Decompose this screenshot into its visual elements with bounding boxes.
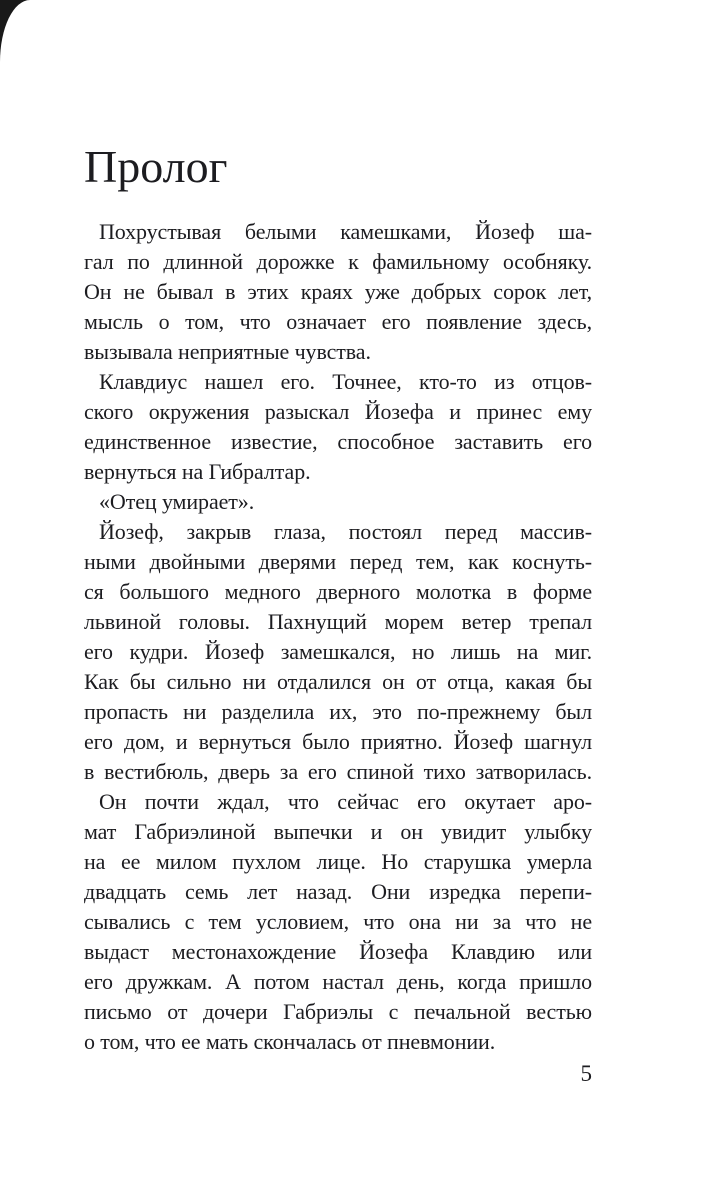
text-line: единственное известие, способное заставить его: [84, 429, 592, 454]
text-line: мысль о том, что означает его появление здесь,: [84, 309, 592, 334]
text-line: Йозеф, закрыв глаза, постоял перед массив-: [99, 519, 592, 544]
paragraph: [84, 217, 592, 367]
text-line: ского окружения разыскал Йозефа и принес ему: [84, 399, 592, 424]
text-line: на ее милом пухлом лице. Но старушка умерла: [84, 849, 592, 874]
text-line: его кудри. Йозеф замешкался, но лишь на миг.: [84, 639, 592, 664]
paragraph: [84, 787, 592, 1057]
text-line: сывались с тем условием, что она ни за что не: [84, 909, 592, 934]
text-line: гал по длинной дорожке к фамильному особняку.: [84, 249, 592, 274]
text-line: выдаст местонахождение Йозефа Клавдию или: [84, 939, 592, 964]
text-line: в вестибюль, дверь за его спиной тихо затворилась.: [84, 759, 592, 784]
text-line: Он почти ждал, что сейчас его окутает аро-: [99, 789, 592, 814]
text-line: о том, что ее мать скончалась от пневмонии.: [84, 1029, 496, 1054]
text-line: Как бы сильно ни отдалился он от отца, какая бы: [84, 669, 592, 694]
page-number: 5: [580, 1061, 592, 1086]
paragraph: [84, 487, 592, 517]
text-line: мат Габриэлиной выпечки и он увидит улыбку: [84, 819, 592, 844]
text-line: Похрустывая белыми камешками, Йозеф ша-: [99, 219, 592, 244]
text-line: вызывала неприятные чувства.: [84, 339, 371, 364]
text-block: [84, 217, 592, 1057]
text-line: двадцать семь лет назад. Они изредка перепи-: [84, 879, 592, 904]
text-line: вернуться на Гибралтар.: [84, 459, 311, 484]
text-line: его дом, и вернуться было приятно. Йозеф шагнул: [84, 729, 592, 754]
text-line: львиной головы. Пахнущий морем ветер трепал: [84, 609, 592, 634]
text-line: Клавдиус нашел его. Точнее, кто-то из отцов-: [99, 369, 592, 394]
text-line: ся большого медного дверного молотка в форме: [84, 579, 592, 604]
text-line: ными двойными дверями перед тем, как коснуть-: [84, 549, 592, 574]
text-line: его дружкам. А потом настал день, когда пришло: [84, 969, 592, 994]
text-line: «Отец умирает».: [99, 489, 255, 514]
paragraph: [84, 517, 592, 787]
paragraph: [84, 367, 592, 487]
text-line: пропасть ни разделила их, это по-прежнему был: [84, 699, 592, 724]
text-line: письмо от дочери Габриэлы с печальной вестью: [84, 999, 592, 1024]
chapter-title: Пролог: [84, 141, 228, 192]
text-line: Он не бывал в этих краях уже добрых сорок лет,: [84, 279, 592, 304]
